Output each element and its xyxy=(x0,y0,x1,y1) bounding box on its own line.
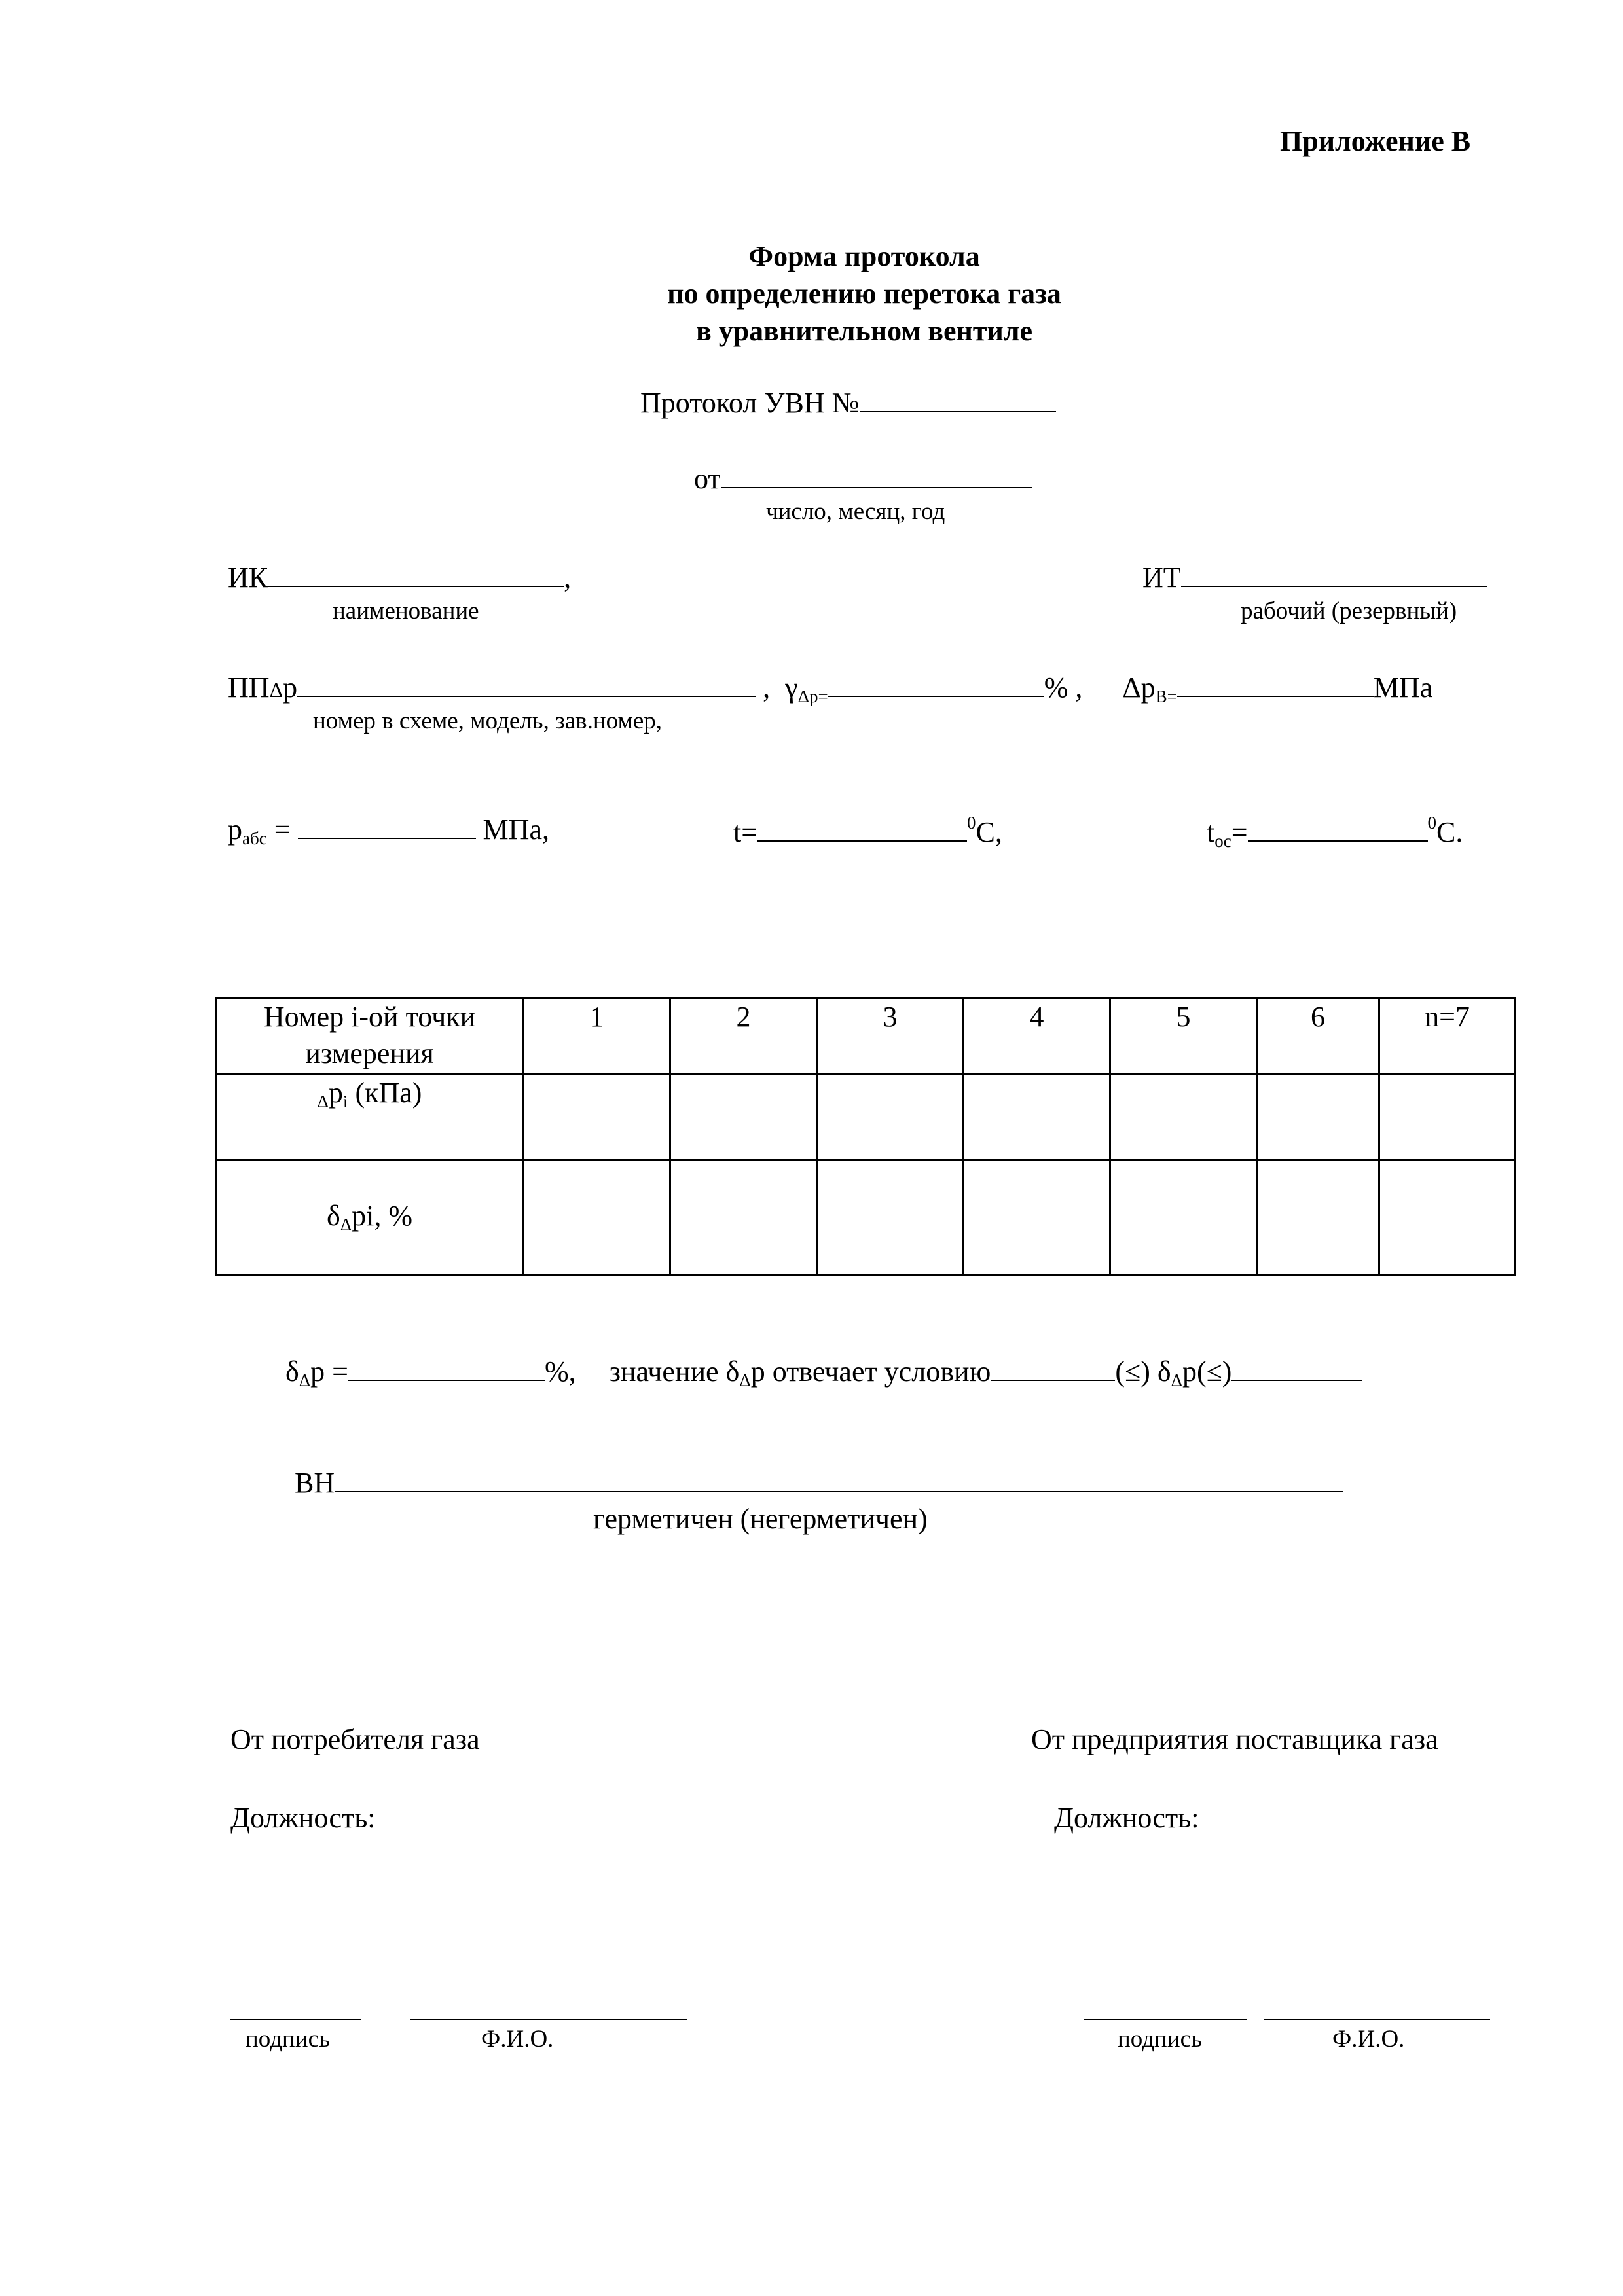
gamma-field[interactable] xyxy=(828,696,1044,697)
protocol-label: Протокол УВН № xyxy=(640,387,860,419)
row1-unit: (кПа) xyxy=(348,1076,422,1109)
vn-label: ВН xyxy=(295,1467,335,1499)
pp-caption: номер в схеме, модель, зав.номер, xyxy=(313,708,663,734)
result-p-equals: p = xyxy=(310,1355,348,1388)
consumer-signature-line[interactable] xyxy=(230,2019,361,2020)
supplier-name-line[interactable] xyxy=(1264,2019,1490,2020)
table-row xyxy=(216,1073,1516,1160)
result-row xyxy=(285,1355,1362,1391)
date-row xyxy=(694,462,1032,495)
ik-field[interactable] xyxy=(268,586,564,587)
column-header: 1 xyxy=(524,998,670,1074)
table-cell[interactable] xyxy=(1110,1073,1257,1160)
result-le-subscript: Δ xyxy=(1171,1371,1182,1390)
consumer-label: От потребителя газа xyxy=(230,1723,480,1755)
column-header: 3 xyxy=(817,998,964,1074)
supplier-signature-line[interactable] xyxy=(1084,2019,1247,2020)
table-cell[interactable] xyxy=(1257,1160,1379,1274)
result-le-2: p(≤) xyxy=(1182,1355,1232,1388)
result-subscript: Δ xyxy=(299,1371,311,1390)
date-field[interactable] xyxy=(721,487,1032,488)
vn-row xyxy=(295,1466,1343,1499)
column-header: 2 xyxy=(670,998,817,1074)
it-label: ИТ xyxy=(1142,562,1181,594)
consumer-name-line[interactable] xyxy=(410,2019,687,2020)
pp-label: ПП xyxy=(228,672,270,704)
row2-subscript: Δ xyxy=(340,1215,352,1235)
protocol-number-row xyxy=(640,386,1056,420)
table-cell[interactable] xyxy=(817,1073,964,1160)
dp-field[interactable] xyxy=(1177,696,1374,697)
dp-subscript: В= xyxy=(1155,687,1177,706)
dp-symbol: Δp xyxy=(1122,672,1156,704)
table-cell[interactable] xyxy=(1257,1073,1379,1160)
table-cell[interactable] xyxy=(1110,1160,1257,1274)
result-delta: δ xyxy=(285,1355,299,1388)
protocol-number-field[interactable] xyxy=(860,411,1056,412)
consumer-signature-caption: подпись xyxy=(246,2026,330,2053)
title-line-3: в уравнительном вентиле xyxy=(695,315,1033,347)
consumer-name-caption: Ф.И.О. xyxy=(481,2026,554,2053)
pp-p: p xyxy=(283,672,298,704)
supplier-label: От предприятия поставщика газа xyxy=(1031,1723,1438,1755)
p-abs-subscript: абс xyxy=(242,829,267,848)
table-cell[interactable] xyxy=(964,1073,1110,1160)
vn-caption: герметичен (негерметичен) xyxy=(593,1503,928,1535)
pp-comma: , xyxy=(763,672,771,704)
title-line-2: по определению перетока газа xyxy=(667,278,1061,310)
t-field[interactable] xyxy=(757,840,967,842)
row-label-error xyxy=(216,1160,524,1274)
ambient-temperature-row xyxy=(1207,813,1463,852)
pp-delta-symbol: Δ xyxy=(269,678,283,702)
row1-p: p xyxy=(328,1076,343,1109)
pressure-abs-row xyxy=(228,813,549,849)
table-cell[interactable] xyxy=(524,1160,670,1274)
table-cell[interactable] xyxy=(670,1073,817,1160)
condition-field-1[interactable] xyxy=(991,1380,1115,1381)
header-point-number: Номер i-ой точки измерения xyxy=(216,998,524,1074)
document-title xyxy=(0,238,1623,350)
gamma-symbol: γ xyxy=(785,672,798,704)
ik-comma: , xyxy=(564,562,572,594)
gamma-subscript: Δр= xyxy=(797,687,828,706)
table-row xyxy=(216,1160,1516,1274)
ik-row xyxy=(228,561,571,594)
table-header-row xyxy=(216,998,1516,1074)
p-abs-equals: = xyxy=(266,814,291,846)
table-cell[interactable] xyxy=(964,1160,1110,1274)
it-row xyxy=(1142,561,1487,594)
result-field[interactable] xyxy=(348,1380,545,1381)
t-label: t= xyxy=(733,816,758,848)
gamma-percent: % , xyxy=(1044,672,1083,704)
temperature-row xyxy=(733,813,1002,849)
measurement-table xyxy=(215,997,1516,1276)
it-caption: рабочий (резервный) xyxy=(1241,598,1457,624)
it-field[interactable] xyxy=(1181,586,1487,587)
table-cell[interactable] xyxy=(524,1073,670,1160)
p-abs-symbol: p xyxy=(228,814,242,846)
title-line-1: Форма протокола xyxy=(748,240,980,272)
t-unit: С, xyxy=(976,816,1002,848)
row1-delta: Δ xyxy=(317,1091,329,1111)
table-cell[interactable] xyxy=(1379,1073,1516,1160)
supplier-name-caption: Ф.И.О. xyxy=(1332,2026,1405,2053)
toc-unit: С. xyxy=(1436,816,1463,848)
table-cell[interactable] xyxy=(1379,1160,1516,1274)
result-text-subscript: Δ xyxy=(739,1371,751,1390)
vn-field[interactable] xyxy=(335,1491,1343,1492)
column-header: 4 xyxy=(964,998,1110,1074)
toc-subscript: oc xyxy=(1214,831,1231,851)
appendix-label: Приложение В xyxy=(1280,125,1471,157)
result-percent: %, xyxy=(544,1355,576,1388)
result-text-2: p отвечает условию xyxy=(750,1355,991,1388)
toc-degree: 0 xyxy=(1427,813,1437,833)
dp-unit: МПа xyxy=(1373,672,1433,704)
date-prefix: от xyxy=(694,463,721,495)
t-degree: 0 xyxy=(967,813,976,833)
result-text: значение δ xyxy=(609,1355,740,1388)
supplier-signature-caption: подпись xyxy=(1118,2026,1202,2053)
supplier-position: Должность: xyxy=(1054,1802,1199,1834)
consumer-position: Должность: xyxy=(230,1802,376,1834)
condition-field-2[interactable] xyxy=(1231,1380,1362,1381)
row2-rest: pi, % xyxy=(352,1200,412,1232)
row1-subscript: i xyxy=(342,1091,348,1111)
toc-symbol: t xyxy=(1207,816,1215,848)
column-header: n=7 xyxy=(1379,998,1516,1074)
result-le-1: (≤) δ xyxy=(1115,1355,1171,1388)
table-cell[interactable] xyxy=(670,1160,817,1274)
table-cell[interactable] xyxy=(817,1160,964,1274)
ik-label: ИК xyxy=(228,562,268,594)
p-abs-unit: МПа, xyxy=(483,814,549,846)
pp-field[interactable] xyxy=(297,696,756,697)
p-abs-field[interactable] xyxy=(298,838,476,839)
toc-equals: = xyxy=(1231,816,1248,848)
column-header: 6 xyxy=(1257,998,1379,1074)
date-caption: число, месяц, год xyxy=(766,498,945,525)
row-label-dp xyxy=(216,1073,524,1160)
pp-row xyxy=(228,671,1432,707)
toc-field[interactable] xyxy=(1248,840,1428,842)
ik-caption: наименование xyxy=(333,598,479,624)
row2-delta: δ xyxy=(327,1200,340,1232)
column-header: 5 xyxy=(1110,998,1257,1074)
